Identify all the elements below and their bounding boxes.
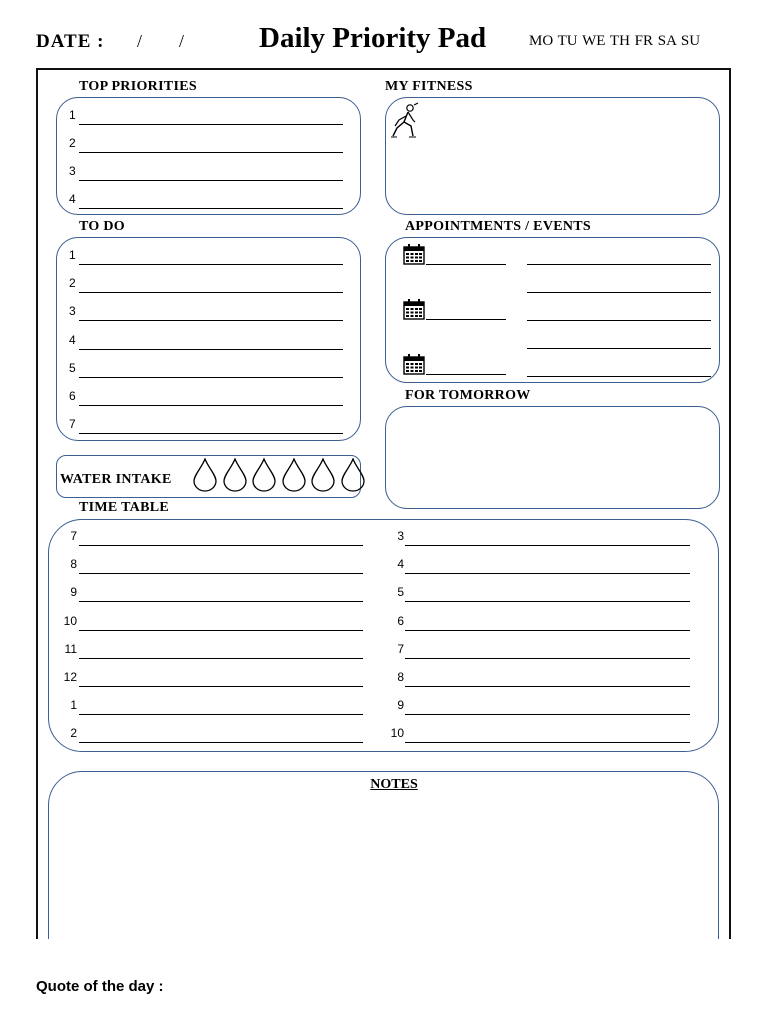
timetable-line-right[interactable] <box>405 601 690 602</box>
todo-line[interactable] <box>79 292 343 293</box>
notes-title: NOTES <box>370 777 418 792</box>
timetable-hour-right: 4 <box>397 557 404 572</box>
timetable-hour-right: 8 <box>397 670 404 684</box>
calendar-icon <box>403 353 425 375</box>
todo-box <box>56 237 361 441</box>
tomorrow-box[interactable] <box>385 406 720 509</box>
timetable-hour-left: 2 <box>70 726 77 741</box>
appointment-detail-line[interactable] <box>527 320 711 321</box>
todo-line[interactable] <box>79 377 343 378</box>
timetable-line-right[interactable] <box>405 658 690 659</box>
appointment-time-line[interactable] <box>426 319 506 320</box>
quote-of-the-day-label: Quote of the day : <box>36 978 164 995</box>
timetable-line-right[interactable] <box>405 545 690 546</box>
appointment-time-line[interactable] <box>426 264 506 265</box>
todo-title: TO DO <box>79 219 125 234</box>
timetable-hour-left: 7 <box>70 529 77 543</box>
water-drop-icon[interactable] <box>282 458 306 492</box>
appointment-time-line[interactable] <box>426 374 506 375</box>
timetable-line-right[interactable] <box>405 686 690 687</box>
water-drop-icon[interactable] <box>193 458 217 492</box>
timetable-hour-left: 11 <box>64 641 77 656</box>
timetable-line-right[interactable] <box>405 714 690 715</box>
priority-line[interactable] <box>79 152 343 153</box>
timetable-hour-left: 8 <box>70 557 77 572</box>
tomorrow-title: FOR TOMORROW <box>405 388 531 403</box>
todo-line[interactable] <box>79 349 343 350</box>
fitness-title: MY FITNESS <box>385 79 473 94</box>
timetable-hour-right: 10 <box>390 726 404 741</box>
appointment-detail-line[interactable] <box>527 348 711 349</box>
timetable-line-right[interactable] <box>405 742 690 743</box>
water-drop-icon[interactable] <box>223 458 247 492</box>
todo-number: 2 <box>69 276 76 291</box>
appointment-detail-line[interactable] <box>527 264 711 265</box>
date-label: DATE : <box>36 31 105 52</box>
yoga-pose-icon <box>389 102 421 138</box>
water-drop-icon[interactable] <box>341 458 365 492</box>
calendar-icon <box>403 243 425 265</box>
timetable-hour-right: 7 <box>397 641 404 656</box>
priority-line[interactable] <box>79 208 343 209</box>
priority-number: 3 <box>69 164 76 178</box>
top-priorities-title: TOP PRIORITIES <box>79 79 197 94</box>
priority-number: 1 <box>69 108 76 122</box>
appointment-detail-line[interactable] <box>527 292 711 293</box>
timetable-hour-left: 10 <box>63 613 77 628</box>
timetable-line-left[interactable] <box>79 714 363 715</box>
timetable-line-left[interactable] <box>79 545 363 546</box>
timetable-hour-right: 5 <box>397 585 404 600</box>
todo-number: 7 <box>69 417 76 432</box>
appointments-box <box>385 237 720 383</box>
timetable-hour-left: 1 <box>70 698 77 713</box>
todo-number: 4 <box>69 332 76 347</box>
timetable-hour-left: 12 <box>63 670 77 684</box>
date-separator: / <box>137 31 143 51</box>
timetable-line-left[interactable] <box>79 630 363 631</box>
priority-line[interactable] <box>79 180 343 181</box>
timetable-line-left[interactable] <box>79 658 363 659</box>
priority-number: 2 <box>69 136 76 150</box>
todo-number: 5 <box>69 360 76 375</box>
priority-line[interactable] <box>79 124 343 125</box>
todo-line[interactable] <box>79 405 343 406</box>
calendar-icon <box>403 298 425 320</box>
timetable-hour-right: 3 <box>397 529 404 543</box>
todo-line[interactable] <box>79 433 343 434</box>
todo-number: 1 <box>69 248 76 262</box>
fitness-box[interactable] <box>385 97 720 215</box>
appointments-title: APPOINTMENTS / EVENTS <box>405 219 591 234</box>
timetable-line-right[interactable] <box>405 630 690 631</box>
notes-box[interactable] <box>48 771 719 961</box>
timetable-box <box>48 519 719 752</box>
timetable-hour-left: 9 <box>70 585 77 600</box>
todo-line[interactable] <box>79 320 343 321</box>
water-drop-icon[interactable] <box>252 458 276 492</box>
top-priorities-box <box>56 97 361 215</box>
timetable-line-right[interactable] <box>405 573 690 574</box>
appointment-detail-line[interactable] <box>527 376 711 377</box>
todo-number: 6 <box>69 389 76 403</box>
timetable-line-left[interactable] <box>79 573 363 574</box>
timetable-line-left[interactable] <box>79 742 363 743</box>
water-drop-icon[interactable] <box>311 458 335 492</box>
timetable-line-left[interactable] <box>79 601 363 602</box>
water-intake-label: WATER INTAKE <box>60 472 172 487</box>
timetable-line-left[interactable] <box>79 686 363 687</box>
priority-number: 4 <box>69 192 76 206</box>
todo-number: 3 <box>69 304 76 319</box>
timetable-hour-right: 9 <box>397 698 404 713</box>
timetable-title: TIME TABLE <box>79 500 170 515</box>
page-title: Daily Priority Pad <box>259 22 487 54</box>
date-separator: / <box>179 31 185 51</box>
timetable-hour-right: 6 <box>397 613 404 628</box>
weekday-selector[interactable]: MO TU WE TH FR SA SU <box>529 33 701 49</box>
todo-line[interactable] <box>79 264 343 265</box>
